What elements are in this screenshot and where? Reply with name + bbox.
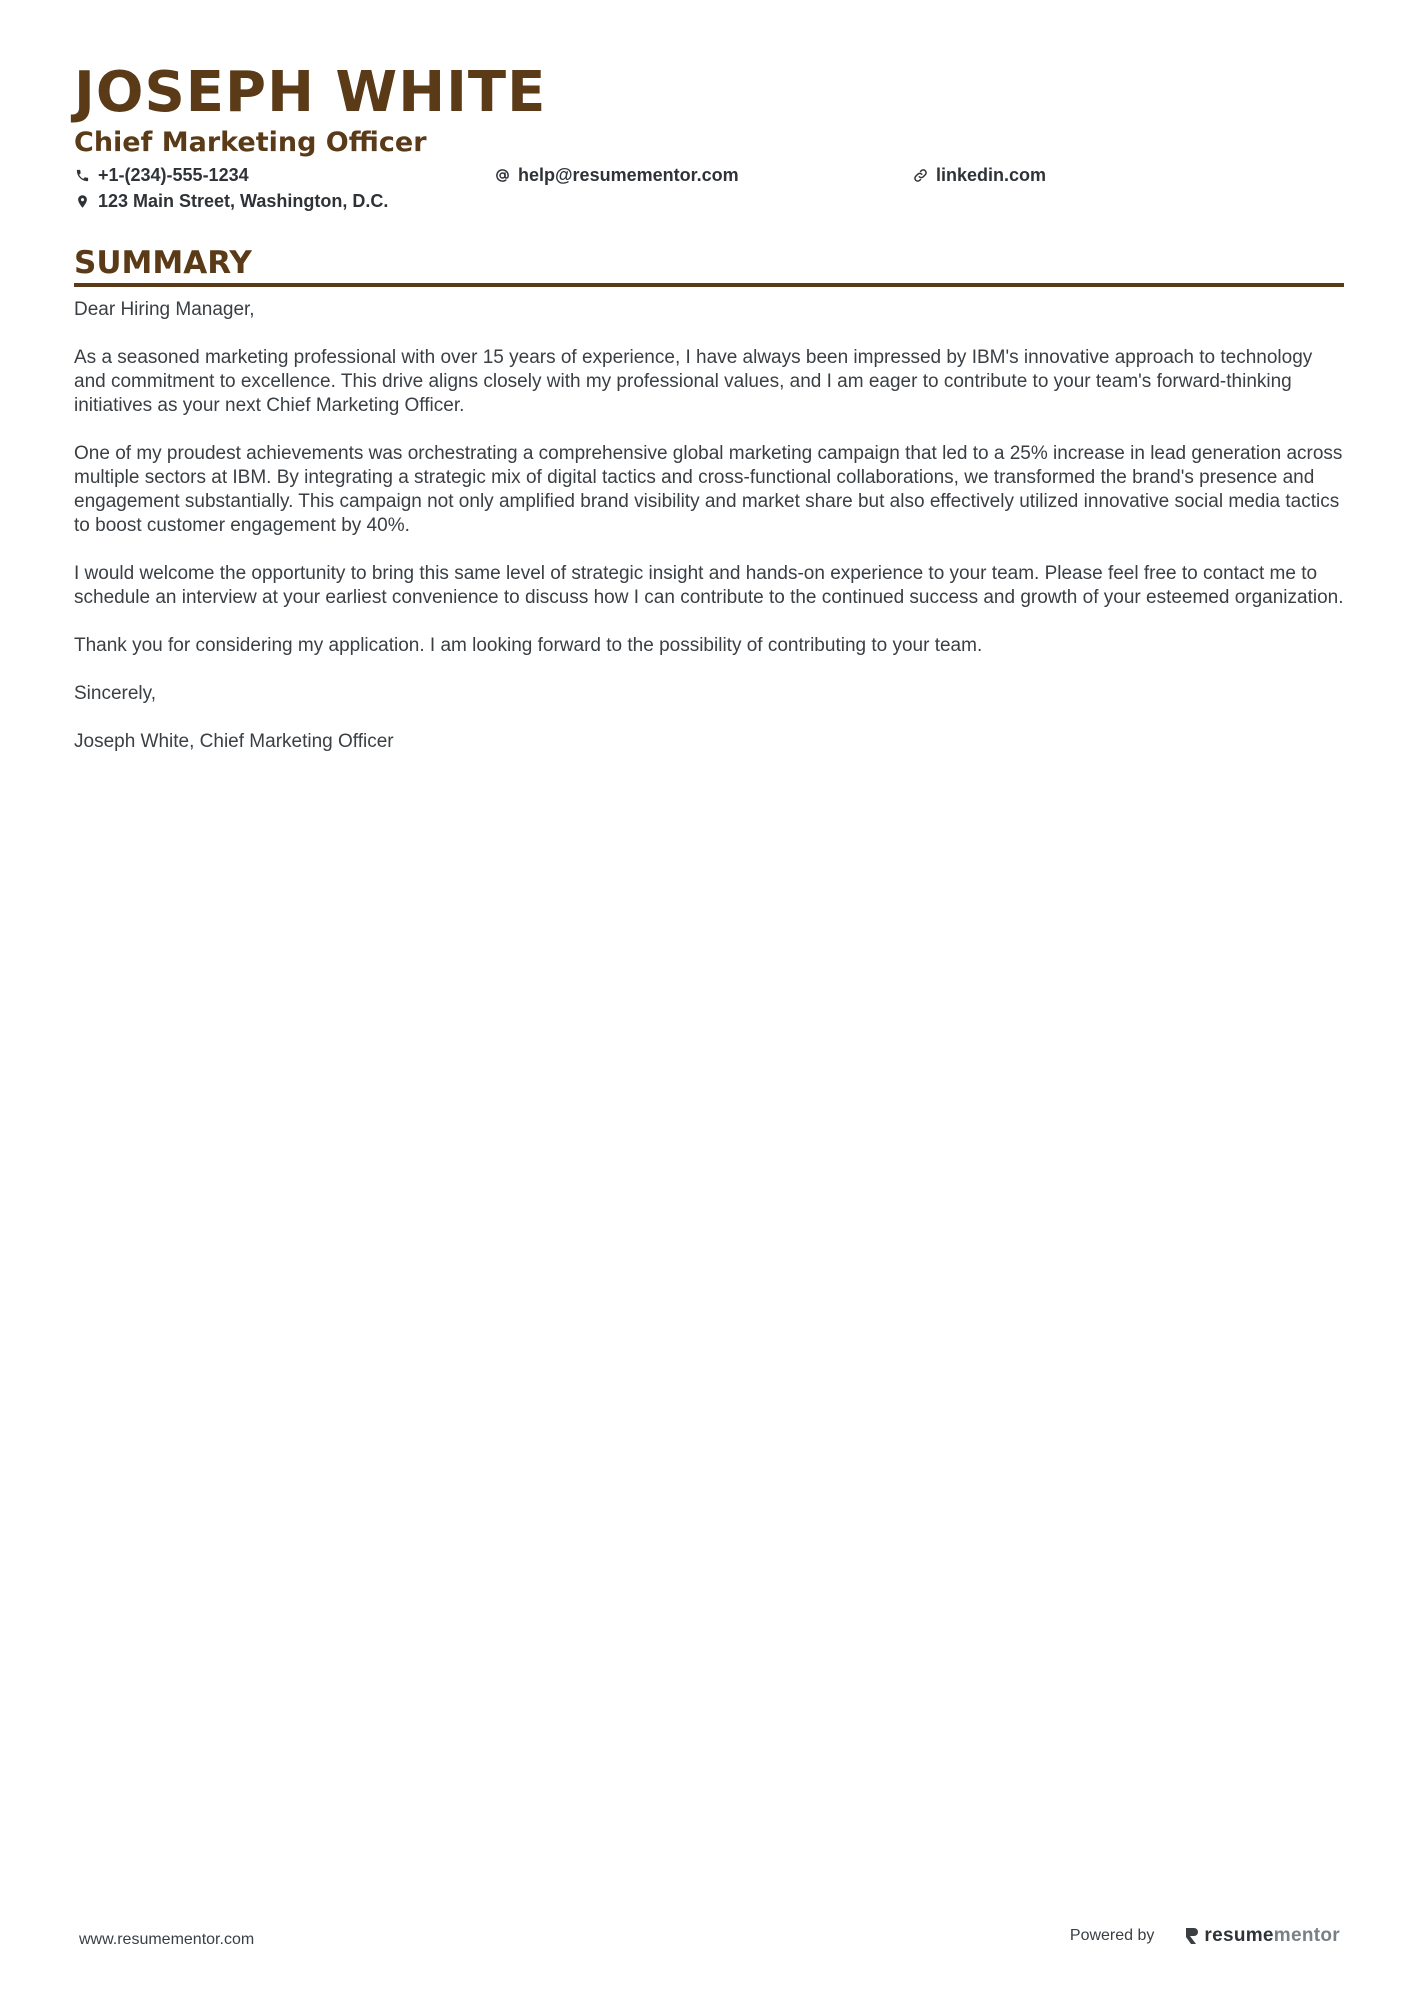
resume-page (74, 0, 1344, 1995)
at-sign-icon (494, 167, 510, 183)
summary-heading: SUMMARY (74, 245, 252, 281)
letter-paragraph: As a seasoned marketing professional with over 15 years of experience, I have always been impressed by IBM's innovative approach to technology and commitment to excellence. This drive aligns closely with my professional values, and I am eager to contribute to your team's forward-thinking initiatives as your next Chief Marketing Officer. (74, 347, 1313, 416)
candidate-title: Chief Marketing Officer (74, 127, 427, 158)
email-text: help@resumementor.com (518, 165, 739, 185)
resumementor-logo-icon (1184, 1926, 1200, 1946)
letter-paragraph: Thank you for considering my application. I am looking forward to the possibility of contributing to your team. (74, 635, 983, 656)
contact-website (912, 163, 1046, 187)
letter-salutation: Dear Hiring Manager, (74, 299, 255, 320)
contact-address (74, 189, 388, 213)
section-divider (74, 283, 1344, 287)
candidate-name: JOSEPH WHITE (74, 60, 547, 125)
footer-branding (1070, 1925, 1340, 1947)
brand-name-part2: mentor (1273, 1925, 1340, 1946)
contact-phone (74, 163, 249, 187)
address-text: 123 Main Street, Washington, D.C. (98, 191, 389, 211)
brand-name-part1: resume (1204, 1925, 1274, 1946)
phone-text: +1-(234)-555-1234 (98, 165, 249, 185)
map-pin-icon (74, 193, 90, 209)
resumementor-logo[interactable] (1184, 1925, 1340, 1947)
website-text: linkedin.com (936, 165, 1047, 185)
phone-icon (74, 167, 90, 183)
powered-by-label: Powered by (1069, 1927, 1155, 1944)
contact-email (494, 163, 739, 187)
letter-signature: Joseph White, Chief Marketing Officer (74, 731, 394, 752)
cover-letter-body (74, 298, 1344, 778)
link-icon (912, 167, 928, 183)
letter-closing: Sincerely, (74, 683, 157, 704)
letter-paragraph: I would welcome the opportunity to bring this same level of strategic insight and hands-on experience to your team. Please feel free to contact me to schedule an interview at your earliest convenience to discuss how I can contribute to the continued success and growth of your esteemed organization. (74, 563, 1344, 608)
footer-website-link[interactable]: www.resumementor.com (79, 1931, 255, 1948)
letter-paragraph: One of my proudest achievements was orchestrating a comprehensive global marketing campaign that led to a 25% increase in lead generation across multiple sectors at IBM. By integrating a strategic mix of digital tactics and cross-functional collaborations, we transformed the brand's presence and engagement substantially. This campaign not only amplified brand visibility and market share but also effectively utilized innovative social media tactics to boost customer engagement by 40%. (74, 443, 1343, 536)
